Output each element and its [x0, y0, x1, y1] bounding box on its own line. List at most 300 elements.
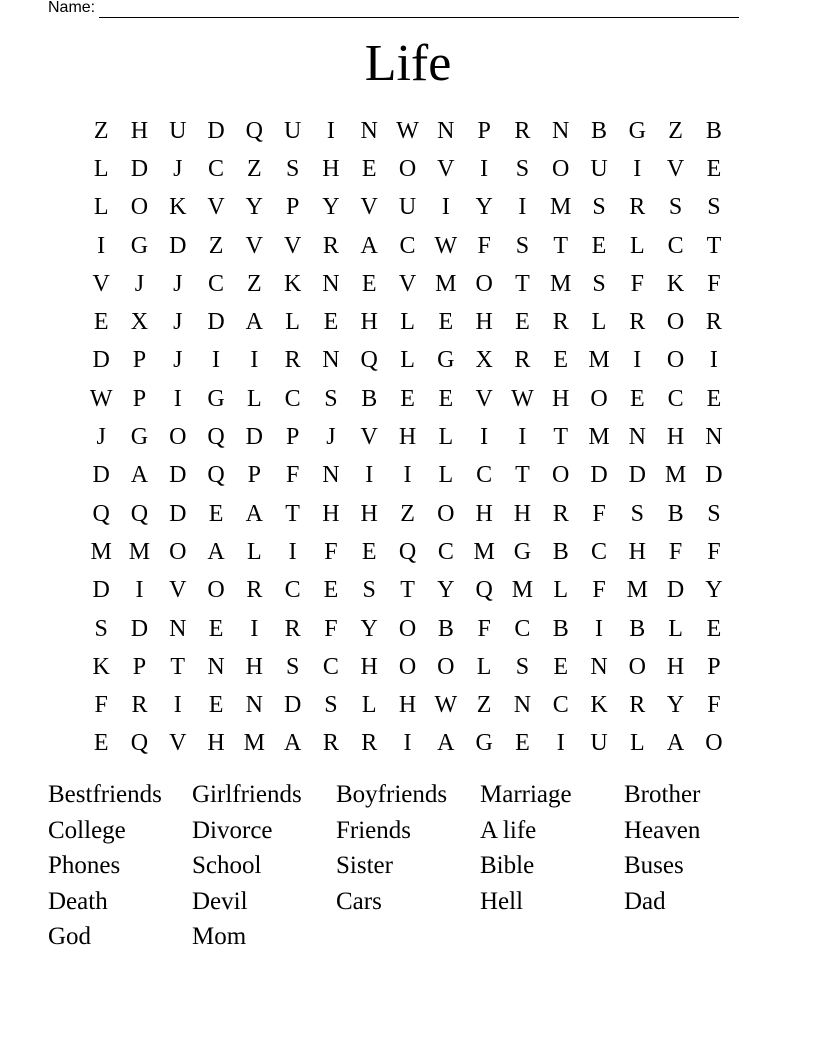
grid-letter: C: [284, 577, 301, 604]
grid-letter: G: [475, 730, 493, 757]
grid-letter: R: [552, 500, 569, 527]
grid-letter: R: [322, 232, 339, 259]
grid-letter: D: [590, 462, 608, 489]
grid-letter: I: [480, 155, 489, 182]
grid-letter: N: [360, 117, 378, 144]
grid-letter: J: [173, 270, 183, 297]
grid-letter: L: [93, 155, 109, 182]
grid-letter: V: [360, 194, 378, 221]
grid-letter: L: [438, 424, 454, 451]
grid-letter: U: [590, 730, 608, 757]
grid-letter: F: [707, 538, 721, 565]
grid-letter: O: [398, 155, 417, 182]
grid-letter: P: [477, 117, 491, 144]
grid-letter: W: [434, 692, 458, 719]
grid-letter: I: [480, 424, 489, 451]
grid-letter: C: [667, 232, 684, 259]
grid-letter: E: [400, 385, 415, 412]
grid-letter: V: [398, 270, 417, 297]
grid-letter: Y: [705, 577, 723, 604]
grid-letter: I: [288, 538, 297, 565]
grid-letter: T: [285, 500, 300, 527]
grid-letter: I: [326, 117, 335, 144]
grid-letter: O: [705, 730, 723, 757]
grid-letter: R: [552, 309, 569, 336]
grid-letter: I: [441, 194, 450, 221]
grid-letter: G: [513, 538, 532, 565]
grid-letter: W: [434, 232, 458, 259]
grid-letter: C: [591, 538, 608, 565]
grid-letter: O: [207, 577, 225, 604]
grid-letter: T: [515, 270, 530, 297]
grid-letter: D: [245, 424, 263, 451]
grid-letter: V: [360, 424, 378, 451]
word-list-item: Divorce: [192, 816, 273, 844]
grid-letter: H: [360, 653, 378, 680]
grid-letter: D: [169, 462, 187, 489]
grid-letter: I: [135, 577, 144, 604]
grid-letter: U: [169, 117, 187, 144]
grid-letter: E: [629, 385, 645, 412]
word-list-item: Dad: [624, 887, 666, 915]
grid-letter: M: [90, 538, 112, 565]
word-list-item: Mom: [192, 923, 247, 950]
grid-letter: S: [668, 194, 683, 221]
grid-letter: L: [247, 538, 262, 565]
grid-letter: I: [365, 462, 374, 489]
grid-letter: E: [93, 309, 109, 336]
grid-letter: Z: [247, 270, 262, 297]
grid-letter: P: [285, 424, 300, 451]
grid-letter: S: [362, 577, 376, 604]
grid-letter: M: [626, 577, 648, 604]
grid-letter: F: [630, 270, 644, 297]
grid-letter: H: [666, 653, 685, 680]
grid-letter: T: [706, 232, 722, 259]
grid-letter: S: [285, 155, 300, 182]
grid-letter: C: [552, 692, 569, 719]
grid-letter: N: [322, 270, 340, 297]
grid-letter: I: [212, 347, 221, 374]
grid-letter: I: [250, 347, 259, 374]
grid-letter: O: [130, 194, 149, 221]
grid-letter: A: [360, 232, 378, 259]
grid-letter: F: [668, 538, 683, 565]
letter-grid: [82, 112, 733, 763]
grid-letter: D: [92, 347, 110, 374]
grid-letter: S: [592, 194, 606, 221]
grid-letter: S: [515, 232, 530, 259]
grid-letter: V: [437, 155, 455, 182]
grid-letter: B: [552, 538, 569, 565]
grid-letter: M: [664, 462, 687, 489]
grid-letter: I: [97, 232, 106, 259]
grid-letter: X: [475, 347, 493, 374]
grid-letter: H: [360, 309, 378, 336]
grid-letter: H: [398, 692, 417, 719]
grid-letter: M: [550, 194, 572, 221]
grid-letter: E: [208, 500, 224, 527]
grid-letter: I: [633, 155, 642, 182]
grid-letter: F: [94, 692, 108, 719]
grid-letter: I: [518, 194, 527, 221]
grid-letter: E: [361, 538, 377, 565]
grid-letter: D: [169, 500, 187, 527]
grid-letter: K: [283, 270, 302, 297]
grid-letter: E: [323, 577, 339, 604]
grid-letter: F: [285, 462, 300, 489]
grid-letter: S: [285, 653, 300, 680]
grid-letter: S: [94, 615, 108, 642]
grid-letter: O: [437, 653, 455, 680]
grid-letter: S: [707, 500, 721, 527]
grid-letter: C: [208, 155, 225, 182]
grid-letter: E: [706, 385, 722, 412]
grid-letter: Y: [245, 194, 263, 221]
grid-letter: K: [92, 653, 110, 680]
grid-letter: V: [245, 232, 263, 259]
grid-letter: S: [707, 194, 721, 221]
grid-letter: M: [128, 538, 151, 565]
grid-letter: L: [247, 385, 262, 412]
grid-letter: Y: [666, 692, 685, 719]
grid-letter: E: [591, 232, 607, 259]
grid-letter: Q: [207, 424, 225, 451]
grid-letter: H: [322, 155, 340, 182]
grid-letter: Z: [208, 232, 224, 259]
grid-letter: B: [437, 615, 454, 642]
word-list-item: Sister: [336, 852, 393, 879]
grid-letter: S: [515, 653, 530, 680]
grid-letter: D: [207, 309, 225, 336]
word-list-item: Phones: [48, 852, 121, 879]
grid-letter: I: [173, 385, 182, 412]
grid-letter: H: [628, 538, 646, 565]
grid-letter: A: [207, 538, 225, 565]
grid-letter: Z: [93, 117, 109, 144]
grid-letter: N: [628, 424, 646, 451]
grid-letter: P: [132, 385, 147, 412]
grid-letter: E: [361, 270, 377, 297]
name-label: Name:: [48, 0, 96, 16]
grid-letter: A: [283, 730, 302, 757]
grid-letter: P: [247, 462, 262, 489]
grid-letter: N: [437, 117, 455, 144]
grid-letter: K: [590, 692, 608, 719]
grid-letter: N: [590, 653, 608, 680]
grid-letter: G: [437, 347, 455, 374]
grid-letter: F: [592, 500, 606, 527]
grid-letter: D: [283, 692, 302, 719]
grid-letter: Z: [247, 155, 262, 182]
grid-letter: A: [130, 462, 149, 489]
grid-letter: E: [706, 155, 722, 182]
grid-letter: W: [511, 385, 534, 412]
grid-letter: D: [92, 577, 110, 604]
grid-letter: V: [92, 270, 110, 297]
grid-letter: Q: [92, 500, 110, 527]
grid-letter: Q: [475, 577, 493, 604]
grid-letter: I: [403, 462, 412, 489]
grid-letter: E: [93, 730, 109, 757]
grid-letter: R: [246, 577, 263, 604]
grid-letter: B: [591, 117, 608, 144]
word-list-item: Girlfriends: [192, 781, 302, 808]
grid-letter: T: [515, 462, 530, 489]
grid-letter: R: [131, 692, 148, 719]
grid-letter: F: [707, 692, 721, 719]
grid-letter: Z: [668, 117, 683, 144]
grid-letter: C: [284, 385, 301, 412]
grid-letter: A: [666, 730, 685, 757]
word-list-item: Cars: [336, 887, 382, 915]
grid-letter: E: [361, 155, 377, 182]
grid-letter: O: [437, 500, 455, 527]
grid-letter: C: [208, 270, 225, 297]
grid-letter: L: [476, 653, 492, 680]
word-list-item: Devil: [192, 887, 248, 915]
grid-letter: N: [552, 117, 570, 144]
grid-letter: O: [552, 155, 570, 182]
grid-letter: L: [285, 309, 300, 336]
grid-letter: I: [518, 424, 527, 451]
grid-letter: T: [553, 424, 569, 451]
grid-letter: G: [207, 385, 225, 412]
grid-letter: H: [130, 117, 149, 144]
grid-letter: P: [707, 653, 721, 680]
grid-letter: F: [477, 615, 491, 642]
grid-letter: N: [245, 692, 263, 719]
grid-letter: N: [207, 653, 225, 680]
grid-letter: S: [324, 692, 338, 719]
grid-letter: B: [705, 117, 722, 144]
grid-letter: H: [207, 730, 225, 757]
grid-letter: L: [400, 309, 415, 336]
grid-letter: A: [245, 500, 263, 527]
grid-letter: W: [396, 117, 419, 144]
grid-letter: J: [173, 309, 183, 336]
grid-letter: E: [553, 347, 569, 374]
grid-letter: D: [666, 577, 685, 604]
grid-letter: O: [475, 270, 493, 297]
grid-letter: R: [629, 692, 646, 719]
grid-letter: H: [322, 500, 340, 527]
word-list-item: Friends: [336, 816, 411, 844]
grid-letter: M: [243, 730, 265, 757]
grid-letter: R: [629, 194, 646, 221]
grid-letter: B: [361, 385, 378, 412]
grid-letter: Z: [400, 500, 415, 527]
grid-letter: O: [628, 653, 646, 680]
grid-letter: O: [398, 615, 417, 642]
grid-letter: P: [132, 653, 147, 680]
grid-letter: Q: [245, 117, 263, 144]
grid-letter: L: [400, 347, 415, 374]
grid-letter: H: [513, 500, 532, 527]
grid-letter: S: [515, 155, 530, 182]
grid-letter: B: [667, 500, 684, 527]
grid-letter: V: [666, 155, 685, 182]
grid-letter: D: [628, 462, 646, 489]
grid-letter: F: [592, 577, 606, 604]
grid-letter: C: [322, 653, 339, 680]
grid-letter: M: [588, 424, 610, 451]
word-list-item: Boyfriends: [336, 781, 448, 808]
grid-letter: Q: [130, 730, 149, 757]
grid-letter: N: [322, 347, 340, 374]
grid-letter: S: [324, 385, 338, 412]
grid-letter: Y: [360, 615, 378, 642]
grid-letter: O: [169, 538, 187, 565]
grid-letter: O: [666, 309, 685, 336]
grid-letter: L: [591, 309, 607, 336]
page-title: Life: [364, 35, 452, 92]
grid-letter: V: [207, 194, 225, 221]
grid-letter: S: [592, 270, 606, 297]
grid-letter: Q: [130, 500, 149, 527]
name-field: [48, 0, 739, 18]
grid-letter: D: [130, 155, 149, 182]
grid-letter: F: [324, 615, 338, 642]
grid-letter: N: [322, 462, 340, 489]
grid-letter: E: [323, 309, 339, 336]
grid-letter: U: [590, 155, 608, 182]
grid-letter: P: [132, 347, 147, 374]
grid-letter: Y: [475, 194, 493, 221]
grid-letter: O: [169, 424, 187, 451]
grid-letter: R: [322, 730, 339, 757]
grid-letter: H: [360, 500, 378, 527]
word-list-item: Brother: [624, 781, 701, 808]
grid-letter: M: [588, 347, 610, 374]
grid-letter: H: [666, 424, 685, 451]
grid-letter: I: [595, 615, 603, 642]
grid-letter: C: [476, 462, 493, 489]
grid-letter: J: [134, 270, 145, 297]
grid-letter: F: [707, 270, 721, 297]
grid-letter: I: [556, 730, 565, 757]
grid-letter: U: [398, 194, 417, 221]
grid-letter: G: [130, 424, 149, 451]
grid-letter: V: [169, 577, 187, 604]
grid-letter: K: [169, 194, 187, 221]
grid-letter: T: [553, 232, 569, 259]
grid-letter: P: [285, 194, 300, 221]
grid-letter: U: [283, 117, 302, 144]
grid-letter: K: [666, 270, 685, 297]
word-list-item: Marriage: [480, 781, 572, 808]
word-list-item: College: [48, 816, 126, 844]
grid-letter: B: [629, 615, 646, 642]
grid-letter: S: [630, 500, 644, 527]
grid-letter: R: [629, 309, 646, 336]
grid-letter: X: [130, 309, 149, 336]
grid-letter: I: [403, 730, 412, 757]
grid-letter: I: [250, 615, 259, 642]
grid-letter: Z: [476, 692, 492, 719]
grid-letter: L: [629, 730, 645, 757]
grid-letter: E: [553, 653, 569, 680]
grid-letter: H: [475, 500, 493, 527]
grid-letter: L: [438, 462, 454, 489]
word-list-item: A life: [480, 816, 537, 844]
word-list-item: God: [48, 923, 92, 950]
grid-letter: M: [550, 270, 572, 297]
word-list-item: Heaven: [624, 816, 701, 844]
grid-letter: M: [511, 577, 534, 604]
name-blank-line: [99, 3, 739, 18]
grid-letter: J: [326, 424, 336, 451]
grid-letter: R: [514, 117, 531, 144]
grid-letter: O: [398, 653, 417, 680]
grid-letter: F: [477, 232, 491, 259]
grid-letter: R: [361, 730, 378, 757]
grid-letter: C: [437, 538, 454, 565]
grid-letter: H: [245, 653, 263, 680]
grid-letter: J: [96, 424, 106, 451]
grid-letter: A: [245, 309, 263, 336]
grid-letter: R: [705, 309, 722, 336]
grid-letter: Q: [360, 347, 378, 374]
grid-letter: C: [514, 615, 531, 642]
grid-letter: Q: [398, 538, 417, 565]
grid-letter: M: [435, 270, 457, 297]
grid-letter: T: [400, 577, 415, 604]
grid-letter: C: [667, 385, 684, 412]
grid-letter: O: [590, 385, 608, 412]
word-list-item: Hell: [480, 887, 524, 915]
grid-letter: N: [513, 692, 532, 719]
word-list-item: Bible: [480, 852, 535, 879]
grid-letter: R: [284, 615, 301, 642]
grid-letter: E: [515, 309, 530, 336]
grid-letter: D: [705, 462, 723, 489]
grid-letter: G: [130, 232, 149, 259]
grid-letter: I: [633, 347, 642, 374]
grid-letter: Y: [437, 577, 455, 604]
word-list-item: Death: [48, 887, 108, 915]
grid-letter: E: [438, 385, 454, 412]
grid-letter: L: [668, 615, 683, 642]
grid-letter: I: [173, 692, 182, 719]
grid-letter: J: [173, 155, 183, 182]
grid-letter: M: [473, 538, 495, 565]
grid-letter: E: [438, 309, 454, 336]
grid-letter: L: [629, 232, 645, 259]
grid-letter: C: [399, 232, 416, 259]
grid-letter: E: [706, 615, 722, 642]
grid-letter: V: [283, 232, 302, 259]
word-list: [48, 781, 768, 959]
grid-letter: N: [705, 424, 723, 451]
grid-letter: D: [169, 232, 187, 259]
grid-letter: D: [92, 462, 110, 489]
grid-letter: H: [475, 309, 493, 336]
grid-letter: E: [208, 692, 224, 719]
grid-letter: L: [361, 692, 377, 719]
grid-letter: L: [553, 577, 569, 604]
grid-letter: L: [93, 194, 109, 221]
grid-letter: O: [552, 462, 570, 489]
grid-letter: A: [437, 730, 455, 757]
grid-letter: E: [208, 615, 224, 642]
grid-letter: G: [628, 117, 646, 144]
grid-letter: N: [169, 615, 187, 642]
word-list-item: Bestfriends: [48, 781, 162, 808]
grid-letter: W: [89, 385, 113, 412]
grid-letter: D: [207, 117, 225, 144]
grid-letter: H: [398, 424, 417, 451]
